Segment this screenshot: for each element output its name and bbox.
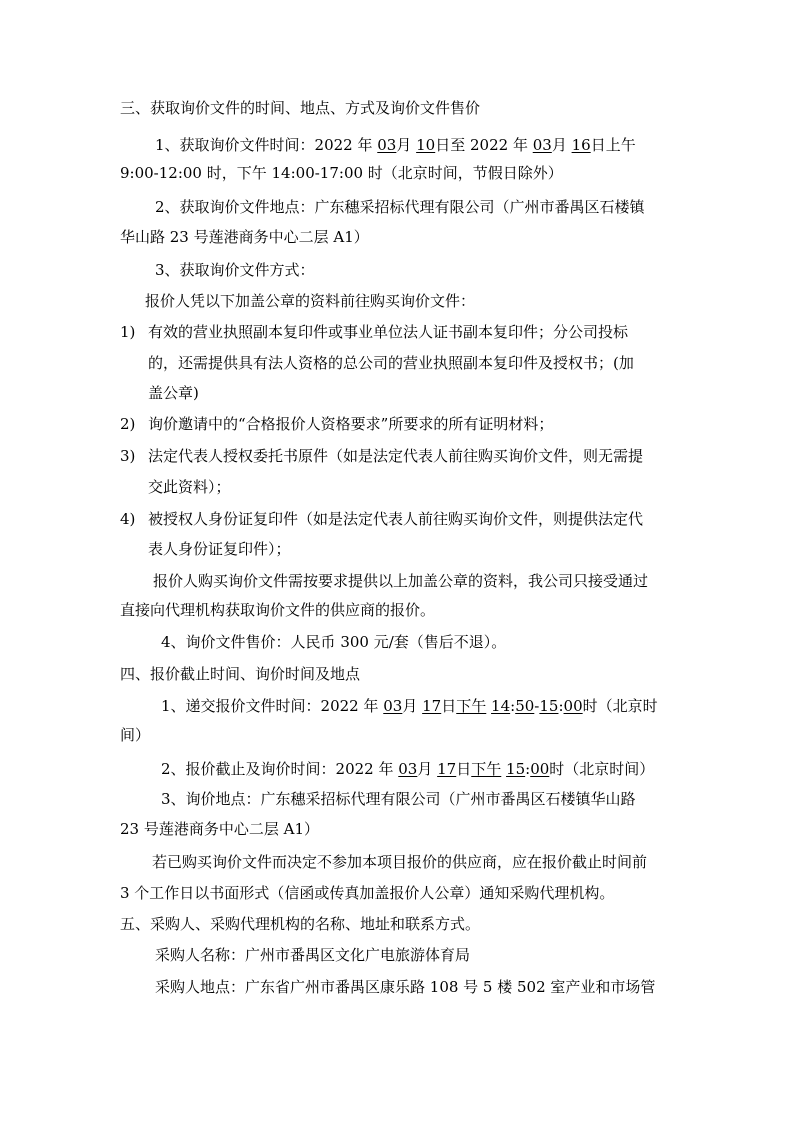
list-item: 交此资料）；	[148, 478, 231, 496]
s4-note-line2: 3 个工作日以书面形式（信函或传真加盖报价人公章）通知采购代理机构。	[120, 884, 615, 902]
section-4-heading: 四、报价截止时间、询价时间及地点	[120, 665, 361, 683]
s3-item2-line2: 华山路 23 号莲港商务中心二层 A1）	[120, 228, 369, 246]
s4-item1-line1: 1、递交报价文件时间：2022 年 03月 17日下午 14:50-15:00时（北京时	[161, 697, 658, 715]
s3-item1-line1: 1、获取询价文件时间：2022 年 03月 10日至 2022 年 03月 16日上午	[155, 136, 636, 154]
list-number: 1)	[120, 323, 136, 341]
s4-item2: 2、报价截止及询价时间：2022 年 03月 17日下午 15:00时（北京时间）	[161, 760, 655, 778]
buyer-address: 采购人地点：广东省广州市番禺区康乐路 108 号 5 楼 502 室产业和市场管	[155, 978, 656, 996]
s3-item1-line2: 9:00-12:00 时，下午 14:00-17:00 时（北京时间，节假日除外）	[120, 164, 563, 182]
s3-item3: 3、获取询价文件方式：	[155, 261, 315, 279]
list-item: 表人身份证复印件）；	[148, 540, 291, 558]
list-number: 2)	[120, 415, 136, 433]
list-item: 被授权人身份证复印件（如是法定代表人前往购买询价文件，则提供法定代	[148, 510, 644, 528]
list-number: 3)	[120, 447, 136, 465]
list-item: 询价邀请中的“合格报价人资格要求”所要求的所有证明材料；	[148, 415, 554, 433]
s4-item3-line2: 23 号莲港商务中心二层 A1）	[120, 820, 320, 838]
s4-item1-line2: 间）	[120, 726, 151, 744]
section-5-heading: 五、采购人、采购代理机构的名称、地址和联系方式。	[120, 915, 481, 933]
list-item: 法定代表人授权委托书原件（如是法定代表人前往购买询价文件，则无需提	[148, 447, 644, 465]
s3-note-line1: 报价人购买询价文件需按要求提供以上加盖公章的资料，我公司只接受通过	[153, 572, 649, 590]
s4-note-line1: 若已购买询价文件而决定不参加本项目报价的供应商，应在报价截止时间前	[152, 853, 648, 871]
s4-item3-line1: 3、询价地点：广东穗采招标代理有限公司（广州市番禺区石楼镇华山路	[161, 790, 636, 808]
buyer-name: 采购人名称：广州市番禺区文化广电旅游体育局	[155, 946, 471, 964]
s3-intro: 报价人凭以下加盖公章的资料前往购买询价文件：	[145, 292, 476, 310]
list-item: 盖公章)	[148, 384, 199, 402]
list-item: 的，还需提供具有法人资格的总公司的营业执照副本复印件及授权书；(加	[148, 354, 634, 372]
section-3-heading: 三、获取询价文件的时间、地点、方式及询价文件售价	[120, 99, 481, 117]
list-number: 4)	[120, 510, 136, 528]
list-item: 有效的营业执照副本复印件或事业单位法人证书副本复印件；分公司投标	[148, 323, 629, 341]
s3-item4: 4、询价文件售价：人民币 300 元/套（售后不退）。	[161, 633, 507, 651]
s3-item2-line1: 2、获取询价文件地点：广东穗采招标代理有限公司（广州市番禺区石楼镇	[155, 198, 645, 216]
s3-note-line2: 直接向代理机构获取询价文件的供应商的报价。	[120, 601, 436, 619]
